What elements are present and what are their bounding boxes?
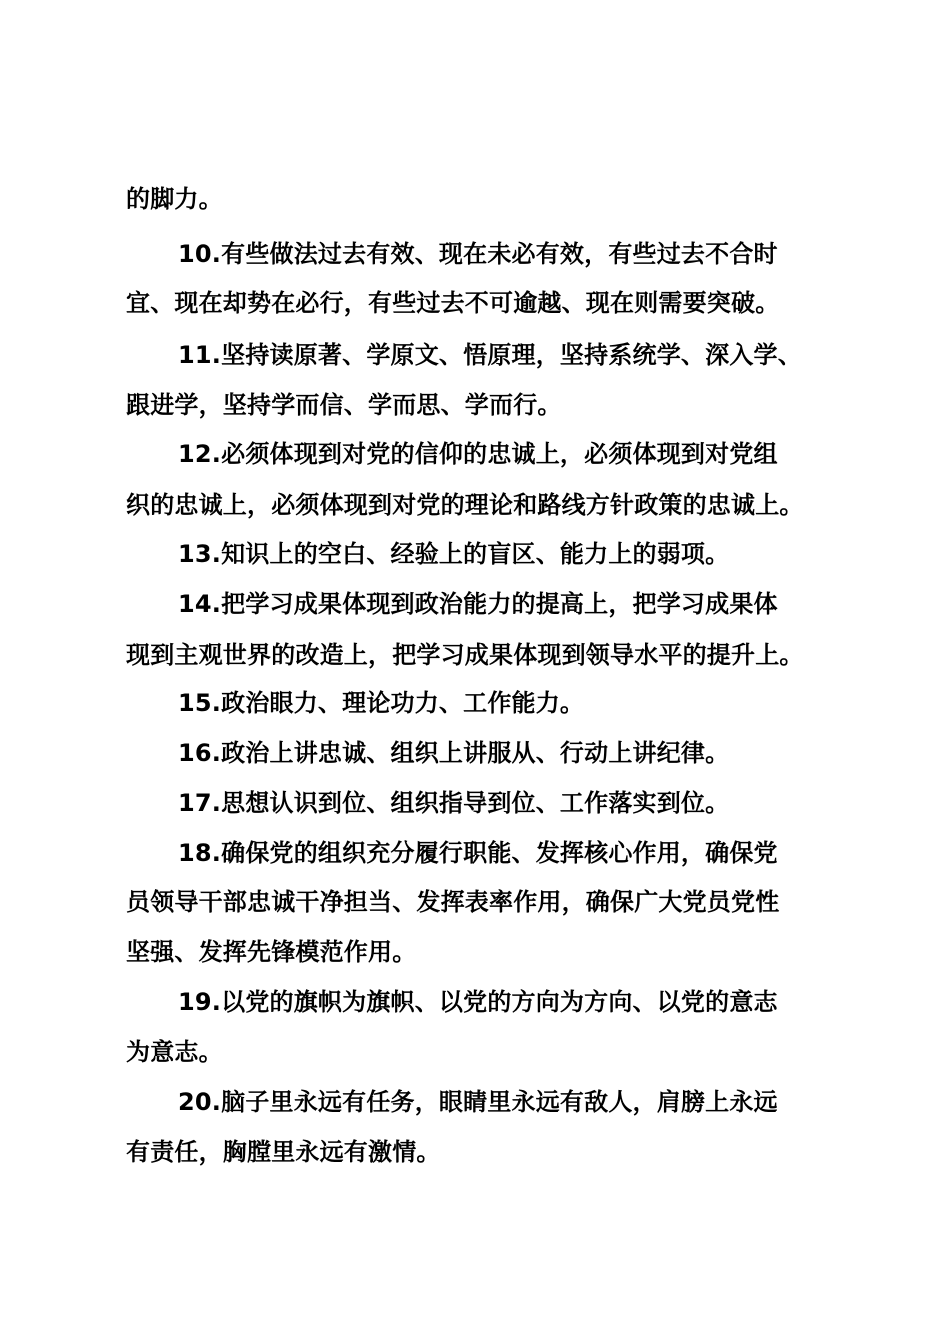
text-line: 跟进学，坚持学而信、学而思、学而行。 <box>126 391 562 419</box>
text-line: 12.必须体现到对党的信仰的忠诚上，必须体现到对党组 <box>178 440 778 468</box>
text-line: 19.以党的旗帜为旗帜、以党的方向为方向、以党的意志 <box>178 988 778 1016</box>
text-line: 18.确保党的组织充分履行职能、发挥核心作用，确保党 <box>178 839 778 867</box>
text-line: 13.知识上的空白、经验上的盲区、能力上的弱项。 <box>178 540 730 568</box>
text-line: 员领导干部忠诚干净担当、发挥表率作用，确保广大党员党性 <box>126 888 780 916</box>
text-line: 为意志。 <box>126 1038 223 1066</box>
text-line: 宜、现在却势在必行，有些过去不可逾越、现在则需要突破。 <box>126 289 780 317</box>
text-line: 14.把学习成果体现到政治能力的提高上，把学习成果体 <box>178 590 778 618</box>
text-line: 17.思想认识到位、组织指导到位、工作落实到位。 <box>178 789 730 817</box>
text-line: 16.政治上讲忠诚、组织上讲服从、行动上讲纪律。 <box>178 739 730 767</box>
text-line: 织的忠诚上，必须体现到对党的理论和路线方针政策的忠诚上。 <box>126 491 804 519</box>
text-line: 11.坚持读原著、学原文、悟原理，坚持系统学、深入学、 <box>178 341 802 369</box>
text-line: 20.脑子里永远有任务，眼睛里永远有敌人，肩膀上永远 <box>178 1088 778 1116</box>
text-line: 有责任，胸膛里永远有激情。 <box>126 1138 441 1166</box>
text-line: 现到主观世界的改造上，把学习成果体现到领导水平的提升上。 <box>126 641 804 669</box>
text-line: 10.有些做法过去有效、现在未必有效，有些过去不合时 <box>178 240 778 268</box>
text-line: 15.政治眼力、理论功力、工作能力。 <box>178 689 585 717</box>
text-line: 坚强、发挥先锋模范作用。 <box>126 938 417 966</box>
text-line: 的脚力。 <box>126 185 223 213</box>
